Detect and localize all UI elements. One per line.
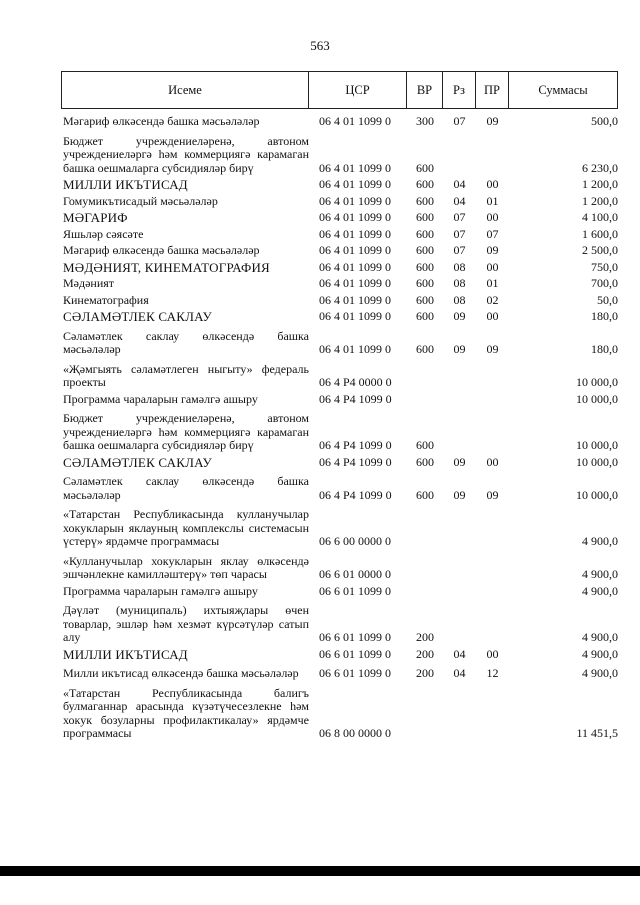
cell-sum: 1 200,0 <box>582 177 618 191</box>
cell-vr: 200 <box>416 646 434 661</box>
cell-sum: 180,0 <box>591 342 618 356</box>
cell-pr: 12 <box>486 666 499 680</box>
cell-rz: 04 <box>453 646 466 661</box>
cell-sum: 10 000,0 <box>576 438 618 452</box>
cell-vr: 600 <box>416 438 434 452</box>
cell-csr: 06 4 01 1099 0 <box>319 193 391 208</box>
cell-name: Мәдәният <box>63 276 115 290</box>
cell-vr: 600 <box>416 243 434 257</box>
cell-pr: 09 <box>486 114 499 128</box>
cell-pr: 00 <box>486 259 499 274</box>
cell-name: МИЛЛИ ИКЪТИСАД <box>63 646 188 662</box>
cell-csr: 06 4 01 1099 0 <box>319 342 391 356</box>
cell-rz: 07 <box>453 243 466 257</box>
cell-rz: 09 <box>453 487 466 502</box>
cell-csr: 06 6 01 1099 0 <box>319 666 391 680</box>
cell-name: «Кулланучылар хокукларын яклау өлкәсендә эшчәнлекне камилләштерү» төп чарасы <box>63 553 309 581</box>
cell-sum: 10 000,0 <box>576 391 618 406</box>
cell-vr: 600 <box>416 210 434 224</box>
cell-vr: 600 <box>416 226 434 241</box>
cell-pr: 09 <box>486 487 499 502</box>
cell-rz: 08 <box>453 276 466 290</box>
header-rz: Рз <box>443 72 476 108</box>
cell-name: Программа чараларын гамәлгә ашыру <box>63 583 258 598</box>
cell-csr: 06 4 01 1099 0 <box>319 226 391 241</box>
table-row <box>63 412 618 453</box>
cell-vr: 200 <box>416 666 434 680</box>
cell-name: МӘДӘНИЯТ, КИНЕМАТОГРАФИЯ <box>63 259 270 275</box>
cell-sum: 4 900,0 <box>582 583 618 598</box>
table-row <box>63 261 618 275</box>
cell-csr: 06 6 01 1099 0 <box>319 646 391 661</box>
cell-csr: 06 4 01 1099 0 <box>319 243 391 257</box>
table-row <box>63 393 618 407</box>
cell-csr: 06 4 01 1099 0 <box>319 309 391 323</box>
table-row <box>63 363 618 390</box>
cell-csr: 06 4 P4 1099 0 <box>319 391 392 406</box>
cell-sum: 700,0 <box>591 276 618 290</box>
cell-sum: 6 230,0 <box>582 160 618 175</box>
cell-csr: 06 6 01 1099 0 <box>319 630 391 644</box>
cell-rz: 07 <box>453 114 466 128</box>
table-row <box>63 475 618 502</box>
header-csr: ЦСР <box>309 72 407 108</box>
cell-pr: 09 <box>486 342 499 356</box>
cell-sum: 4 100,0 <box>582 210 618 224</box>
cell-csr: 06 6 01 0000 0 <box>319 567 391 581</box>
table-row <box>63 585 618 599</box>
cell-csr: 06 4 01 1099 0 <box>319 160 391 175</box>
cell-pr: 01 <box>486 276 499 290</box>
cell-csr: 06 4 01 1099 0 <box>319 276 391 290</box>
cell-sum: 11 451,5 <box>576 726 618 740</box>
cell-csr: 06 4 P4 1099 0 <box>319 438 392 452</box>
cell-sum: 4 900,0 <box>582 630 618 644</box>
cell-csr: 06 4 P4 1099 0 <box>319 454 392 469</box>
cell-sum: 180,0 <box>591 309 618 323</box>
table-row <box>63 604 618 645</box>
cell-vr: 600 <box>416 454 434 469</box>
cell-name: Мәгариф өлкәсендә башка мәсьәләләр <box>63 114 260 128</box>
table-row <box>63 330 618 357</box>
cell-pr: 09 <box>486 243 499 257</box>
cell-pr: 00 <box>486 309 499 323</box>
table-row <box>63 244 618 258</box>
cell-name: Бюджет учреждениеләренә, автоном учреждениеләргә һәм коммерциягә карамаган башка оешмаларга субсидияләр бирү <box>63 411 309 452</box>
cell-rz: 08 <box>453 259 466 274</box>
cell-sum: 1 200,0 <box>582 193 618 208</box>
cell-csr: 06 4 01 1099 0 <box>319 177 391 191</box>
cell-sum: 4 900,0 <box>582 646 618 661</box>
cell-csr: 06 4 01 1099 0 <box>319 292 391 307</box>
cell-sum: 2 500,0 <box>582 243 618 257</box>
cell-vr: 600 <box>416 259 434 274</box>
cell-name: Сәламәтлек саклау өлкәсендә башка мәсьәләләр <box>63 474 309 502</box>
table-row <box>63 555 618 582</box>
cell-sum: 4 900,0 <box>582 567 618 581</box>
cell-vr: 300 <box>416 114 434 128</box>
cell-name: МӘГАРИФ <box>63 210 128 225</box>
cell-sum: 10 000,0 <box>576 487 618 502</box>
table-row <box>63 277 618 291</box>
cell-pr: 00 <box>486 454 499 469</box>
cell-name: СӘЛАМӘТЛЕК САКЛАУ <box>63 309 212 324</box>
cell-pr: 00 <box>486 646 499 661</box>
table-row <box>63 310 618 324</box>
header-sum: Суммасы <box>538 83 588 97</box>
cell-vr: 600 <box>416 276 434 290</box>
page-number: 563 <box>310 38 330 53</box>
table-row <box>63 178 618 192</box>
cell-sum: 50,0 <box>597 292 618 307</box>
cell-sum: 10 000,0 <box>576 375 618 389</box>
cell-sum: 1 600,0 <box>582 226 618 241</box>
table-row <box>63 687 618 741</box>
cell-csr: 06 4 01 1099 0 <box>319 114 391 128</box>
table-row <box>63 115 618 129</box>
cell-name: «Җәмгыять сәламәтлеген ныгыту» федераль проекты <box>63 361 309 389</box>
table-row <box>63 294 618 308</box>
table-row <box>63 456 618 470</box>
cell-rz: 07 <box>453 226 466 241</box>
table-row <box>63 508 618 549</box>
cell-name: Бюджет учреждениеләренә, автоном учреждениеләргә һәм коммерциягә карамаган башка оешмаларга субсидияләр бирү <box>63 133 309 175</box>
cell-pr: 01 <box>486 193 499 208</box>
cell-rz: 04 <box>453 193 466 208</box>
cell-rz: 04 <box>453 177 466 191</box>
cell-sum: 500,0 <box>591 114 618 128</box>
cell-vr: 600 <box>416 487 434 502</box>
cell-pr: 02 <box>486 292 499 307</box>
cell-rz: 09 <box>453 454 466 469</box>
cell-name: Милли икътисад өлкәсендә башка мәсьәләләр <box>63 666 299 680</box>
cell-name: СӘЛАМӘТЛЕК САКЛАУ <box>63 454 212 470</box>
table-row <box>63 211 618 225</box>
cell-name: МИЛЛИ ИКЪТИСАД <box>63 177 188 192</box>
cell-sum: 4 900,0 <box>582 666 618 680</box>
cell-rz: 09 <box>453 309 466 323</box>
cell-sum: 750,0 <box>591 259 618 274</box>
cell-pr: 00 <box>486 210 499 224</box>
cell-csr: 06 4 01 1099 0 <box>319 259 391 274</box>
cell-vr: 600 <box>416 160 434 175</box>
cell-csr: 06 4 P4 0000 0 <box>319 375 392 389</box>
cell-name: Сәламәтлек саклау өлкәсендә башка мәсьәләләр <box>63 328 309 356</box>
header-vr: ВР <box>407 72 443 108</box>
cell-name: «Татарстан Республикасында балигъ булмаганнар арасында күзәтүчесезлекне һәм хокук бозуларны профилактикалау» ярдәмче программасы <box>63 685 309 740</box>
bottom-border <box>0 866 640 876</box>
cell-csr: 06 8 00 0000 0 <box>319 726 391 740</box>
cell-rz: 04 <box>453 666 466 680</box>
cell-pr: 07 <box>486 226 499 241</box>
cell-vr: 600 <box>416 342 434 356</box>
cell-rz: 09 <box>453 342 466 356</box>
cell-rz: 07 <box>453 210 466 224</box>
cell-csr: 06 4 P4 1099 0 <box>319 487 392 502</box>
cell-name: Дәүләт (муниципаль) ихтыяҗлары өчен товарлар, эшләр һәм хезмәт күрсәтүләр сатып алу <box>63 603 309 644</box>
header-name: Исеме <box>62 72 309 108</box>
cell-vr: 600 <box>416 309 434 323</box>
header-pr: ПР <box>476 72 509 108</box>
table-header <box>61 71 618 109</box>
cell-name: Гомумикътисадый мәсьәләләр <box>63 193 218 208</box>
cell-name: Кинематография <box>63 292 149 307</box>
cell-sum: 4 900,0 <box>582 534 618 548</box>
table-row <box>63 195 618 209</box>
cell-vr: 600 <box>416 193 434 208</box>
cell-name: Яшьләр сәясәте <box>63 226 144 241</box>
cell-vr: 600 <box>416 177 434 191</box>
table-row <box>63 135 618 176</box>
table-row <box>63 228 618 242</box>
cell-csr: 06 6 01 1099 0 <box>319 583 391 598</box>
cell-name: «Татарстан Республикасында кулланучылар хокукларын яклауның комплекслы системасын үстерү» ярдәмче программасы <box>63 507 309 548</box>
cell-sum: 10 000,0 <box>576 454 618 469</box>
cell-vr: 200 <box>416 630 434 644</box>
cell-csr: 06 4 01 1099 0 <box>319 210 391 224</box>
cell-name: Мәгариф өлкәсендә башка мәсьәләләр <box>63 243 260 257</box>
cell-csr: 06 6 00 0000 0 <box>319 534 391 548</box>
table-row <box>63 667 618 681</box>
table-row <box>63 648 618 662</box>
cell-vr: 600 <box>416 292 434 307</box>
cell-rz: 08 <box>453 292 466 307</box>
cell-pr: 00 <box>486 177 499 191</box>
table-body <box>63 112 618 741</box>
cell-name: Программа чараларын гамәлгә ашыру <box>63 391 258 406</box>
